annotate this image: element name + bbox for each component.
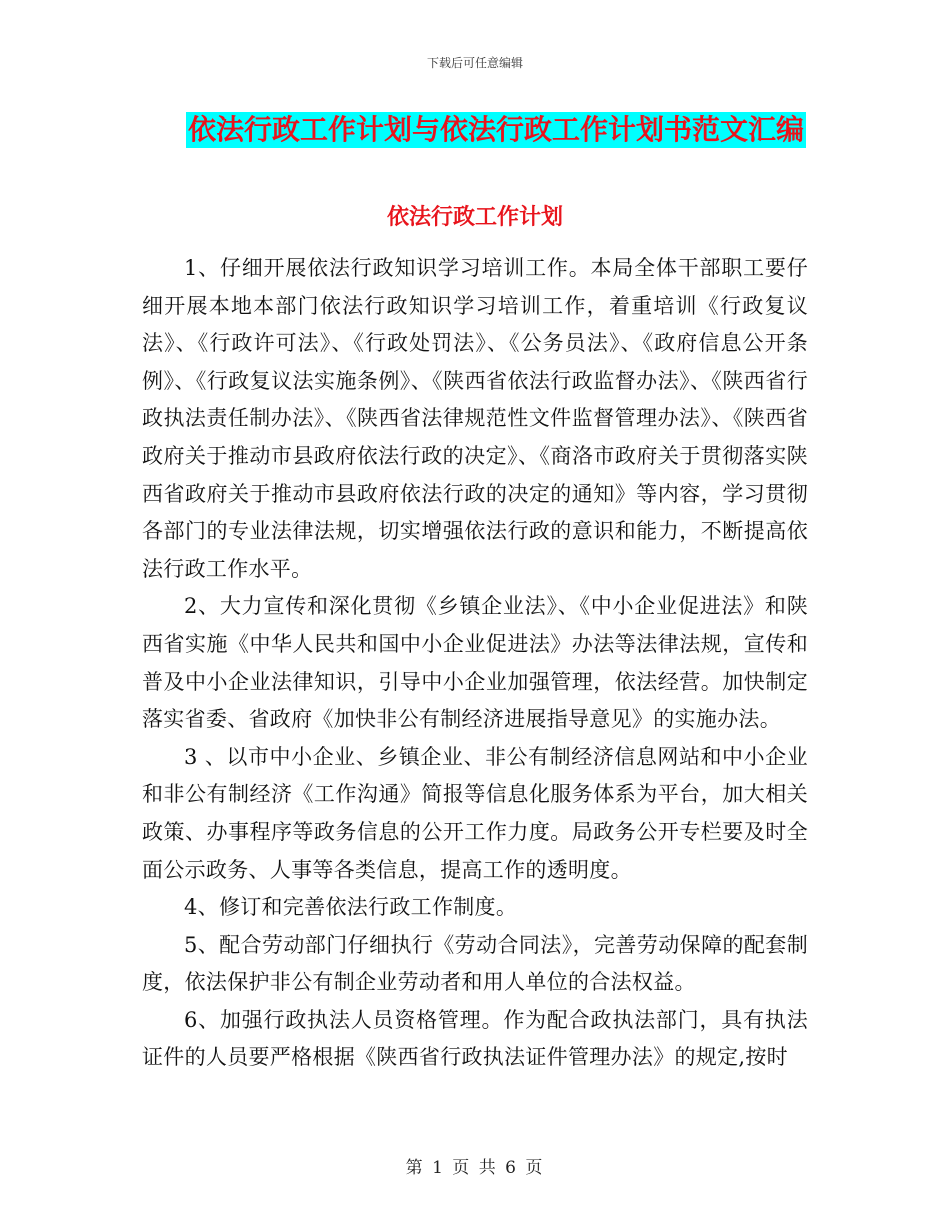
paragraph-2: 2、大力宣传和深化贯彻《乡镇企业法》、《中小企业促进法》和陕西省实施《中华人民共和国中小企业促进法》办法等法律法规，宣传和普及中小企业法律知识，引导中小企业加强管理，依法经营。加快制定落实省委、省政府《加快非公有制经济进展指导意见》的实施办法。 [142, 594, 808, 732]
main-title: 依法行政工作计划与依法行政工作计划书范文汇编 [187, 113, 804, 146]
main-title-wrap [0, 112, 950, 148]
paragraph-3: 3 、以市中小企业、乡镇企业、非公有制经济信息网站和中小企业和非公有制经济《工作沟通》简报等信息化服务体系为平台，加大相关政策、办事程序等政务信息的公开工作力度。局政务公开专栏要及时全面公示政务、人事等各类信息，提高工作的透明度。 [142, 744, 808, 882]
page-footer: 第 1 页 共 6 页 [405, 1158, 545, 1178]
paragraph-1: 1、仔细开展依法行政知识学习培训工作。本局全体干部职工要仔细开展本地本部门依法行政知识学习培训工作，着重培训《行政复议法》、《行政许可法》、《行政处罚法》、《公务员法》、《政府信息公开条例》、《行政复议法实施条例》、《陕西省依法行政监督办法》、《陕西省行政执法责任制办法》、《陕西省法律规范性文件监督管理办法》、《陕西省政府关于推动市县政府依法行政的决定》、《商洛市政府关于贯彻落实陕西省政府关于推动市县政府依法行政的决定的通知》等内容，学习贯彻各部门的专业法律法规，切实增强依法行政的意识和能力，不断提高依法行政工作水平。 [142, 256, 808, 581]
paragraph-5: 5、配合劳动部门仔细执行《劳动合同法》，完善劳动保障的配套制度，依法保护非公有制企业劳动者和用人单位的合法权益。 [142, 932, 808, 995]
section-title: 依法行政工作计划 [386, 205, 563, 230]
header-note: 下载后可任意编辑 [426, 56, 523, 70]
paragraph-6: 6、加强行政执法人员资格管理。作为配合政执法部门，具有执法证件的人员要严格根据《陕西省行政执法证件管理办法》的规定,按时 [142, 1007, 808, 1070]
paragraph-4: 4、修订和完善依法行政工作制度。 [184, 895, 518, 920]
body-text [142, 250, 808, 1077]
